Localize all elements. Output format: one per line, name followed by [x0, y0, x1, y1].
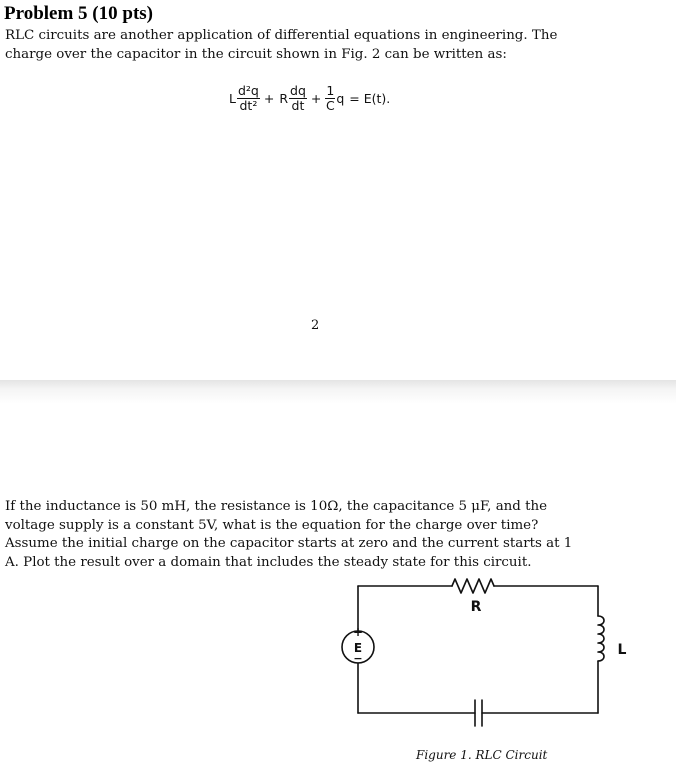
- eq-plus: +: [310, 90, 322, 106]
- question-line: voltage supply is a constant 5V, what is the equation for the charge over time?: [5, 517, 539, 533]
- eq-second-derivative: [237, 84, 260, 113]
- eq-inverse-capacitance: [325, 84, 335, 113]
- question-line: Assume the initial charge on the capacitor starts at zero and the current starts at 1: [5, 536, 573, 551]
- resistor-zigzag-icon: [452, 579, 494, 593]
- rlc-equation: [228, 78, 394, 118]
- eq-first-derivative: [289, 84, 307, 113]
- eq-one: 1: [326, 82, 335, 98]
- eq-R: R: [279, 90, 289, 106]
- eq-d2q: d²q: [237, 82, 259, 98]
- eq-q: q: [336, 90, 345, 106]
- inductor-label: L: [617, 642, 627, 658]
- intro-line: charge over the capacitor in the circuit shown in Fig. 2 can be written as:: [5, 46, 507, 62]
- rlc-circuit-diagram: [330, 572, 640, 744]
- source-label: E: [353, 641, 363, 655]
- eq-dt2: dt²: [239, 97, 258, 113]
- figure-caption: Figure 1. RLC Circuit: [416, 748, 548, 762]
- problem-title: Problem 5 (10 pts): [4, 3, 153, 24]
- question-line: A. Plot the result over a domain that includes the steady state for this circuit.: [5, 554, 532, 570]
- inductor-coil-icon: [598, 616, 604, 661]
- resistor-label: R: [470, 599, 482, 615]
- eq-plus: +: [263, 90, 275, 106]
- source-minus: −: [353, 652, 363, 665]
- page-separator: [0, 380, 676, 404]
- source-plus: +: [352, 625, 364, 639]
- eq-L: L: [229, 90, 236, 106]
- page-number: 2: [311, 318, 320, 333]
- eq-rhs: = E(t).: [349, 90, 391, 106]
- eq-dq: dq: [290, 82, 306, 98]
- intro-paragraph: [5, 27, 557, 64]
- question-paragraph: [5, 498, 572, 572]
- intro-line: RLC circuits are another application of differential equations in engineering. The: [5, 28, 558, 43]
- question-line: If the inductance is 50 mH, the resistance is 10Ω, the capacitance 5 μF, and the: [5, 499, 548, 514]
- eq-C: C: [326, 97, 335, 113]
- eq-dt: dt: [291, 97, 305, 113]
